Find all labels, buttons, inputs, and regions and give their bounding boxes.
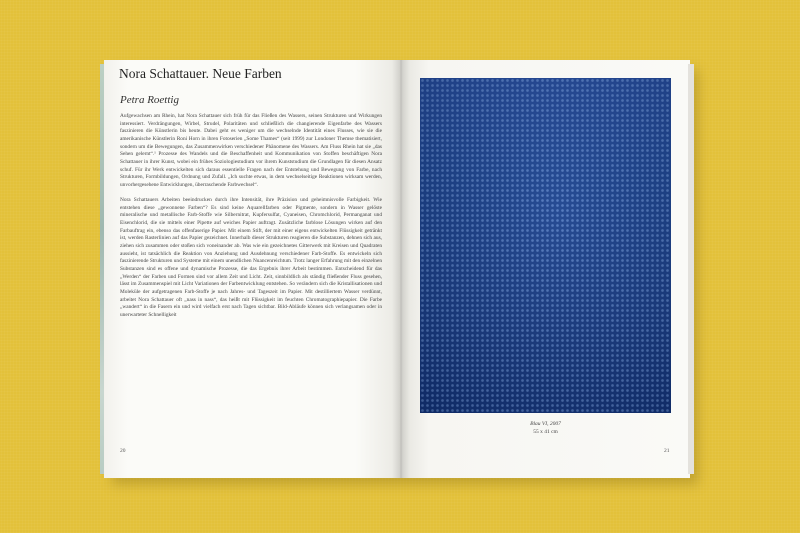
artwork-shading	[420, 78, 671, 413]
chapter-title: Nora Schattauer. Neue Farben	[119, 66, 282, 81]
body-text	[120, 113, 382, 327]
paragraph: Aufgewachsen am Rhein, hat Nora Schattauer sich früh für das Fließen des Wassers, seinen Strukturen und Wirkungen interessiert. Verdrängungen, Wirbel, Strudel, Polaritäten und schließlich die changierende Eigenfarbe des Wassers faszinieren die Künstlerin bis heute. Dabei geht es weniger um die wechselnde Identität eines Flusses, wie sie die amerikanische Künstlerin Roni Horn in ihren Fotoserien „Some Thames“ (seit 1999) zur Londoner Themse thematisiert, sondern um die Bewegungen, das Zusammenwirken verschiedener Phänomene des Wassers. Am Fluss Rhein hat sie „das Sehen gelernt“.¹ Prozesse des Wandels und die Beschaffenheit und Kommunikation von Stoffen beschäftigen Nora Schattauer in ihrer Kunst, wobei ein frühes Soziologiestudium vor ihrem Kunststudium die Grundlagen für diesen Ansatz schuf. Für ihr Werk entwickelten sich daraus essentielle Fragen nach der Entstehung und Bewegung von Farbe, nach Strukturen, Formbildungen, Ordnung und Zufall. „Ich suchte etwas, in dem wechselseitige Reaktionen wirksam werden, unvorhergesehene Entwicklungen, überraschende Farbwechsel“.	[120, 113, 382, 188]
paragraph: Nora Schattauers Arbeiten beeindrucken durch ihre Intensität, ihre Präzision und geheimnisvolle Farbigkeit. Wie entstehen diese „gewonnene Farben“? Es sind keine Aquarellfarben oder Pigmente, sondern in Wasser gelöste mineralische und metallische Farb-Stoffe wie Silbernitrat, Kupfersulfat, Cyaneisen, Chromchlorid, Permanganat und Eisenchlorid, die sie mittels einer Pipette auf weiches Papier auftragt. Zusätzliche farblose Lösungen wirken auf den Farbauftrag ein, ebenso das offenfaserige Papier. Mit einem Stift, der mit einer eigens entwickelten Flüssigkeit getränkt ist, werden Rasterlinien auf das Papier gezeichnet. Innerhalb dieser Strukturen reagieren die Substanzen, dehnen sich aus, ziehen sich zusammen oder stoßen sich voneinander ab. Was wie ein gezeichnetes Gitterwerk mit Kreisen und Quadraten aussieht, ist tatsächlich die Reaktion von Anziehung und Ausdehnung verschiedener Farb-Stoffe. Es entwickeln sich faszinierende Strukturen und Systeme mit einem unendlichen Nuancenreichtum. Trotz langer Erfahrung mit den einzelnen Substanzen sind es offene und dynamische Prozesse, die das Ergebnis ihrer Arbeit bestimmen. Entscheidend für das „Werden“ der Farben und Formen sind vor allem Zeit und Licht. Zeit, sinnbildlich als ständig fließender Fluss gesehen, lässt im Zusammenspiel mit Licht Variationen der Farbentwicklung entstehen. So verändern sich die Kristallisationen und Moleküle der aufgetragenen Farb-Stoffe je nach Jahres- und Tageszeit im Papier. Mit destilliertem Wasser verdünnt, arbeitet Nora Schattauer oft „nass in nass“, das heißt mit Flüssigkeit im feuchten Chromatographiepapier. Die Farbe „wandert“ in die Fasern ein und wird vielfach erst nach Tagen sichtbar. Bild-Abläufe können sich verlangsamen oder in unerwarteter Schnelligkeit	[120, 197, 382, 318]
page-number-right: 21	[664, 448, 670, 454]
page-number-left: 20	[120, 448, 126, 454]
right-page-edges	[688, 64, 694, 474]
caption-dimensions: 55 x 41 cm	[533, 428, 558, 435]
caption-title: Blau VI, 2007	[530, 421, 561, 427]
book-gutter	[392, 60, 410, 478]
chapter-author: Petra Roettig	[120, 94, 179, 106]
artwork-caption	[420, 421, 671, 436]
